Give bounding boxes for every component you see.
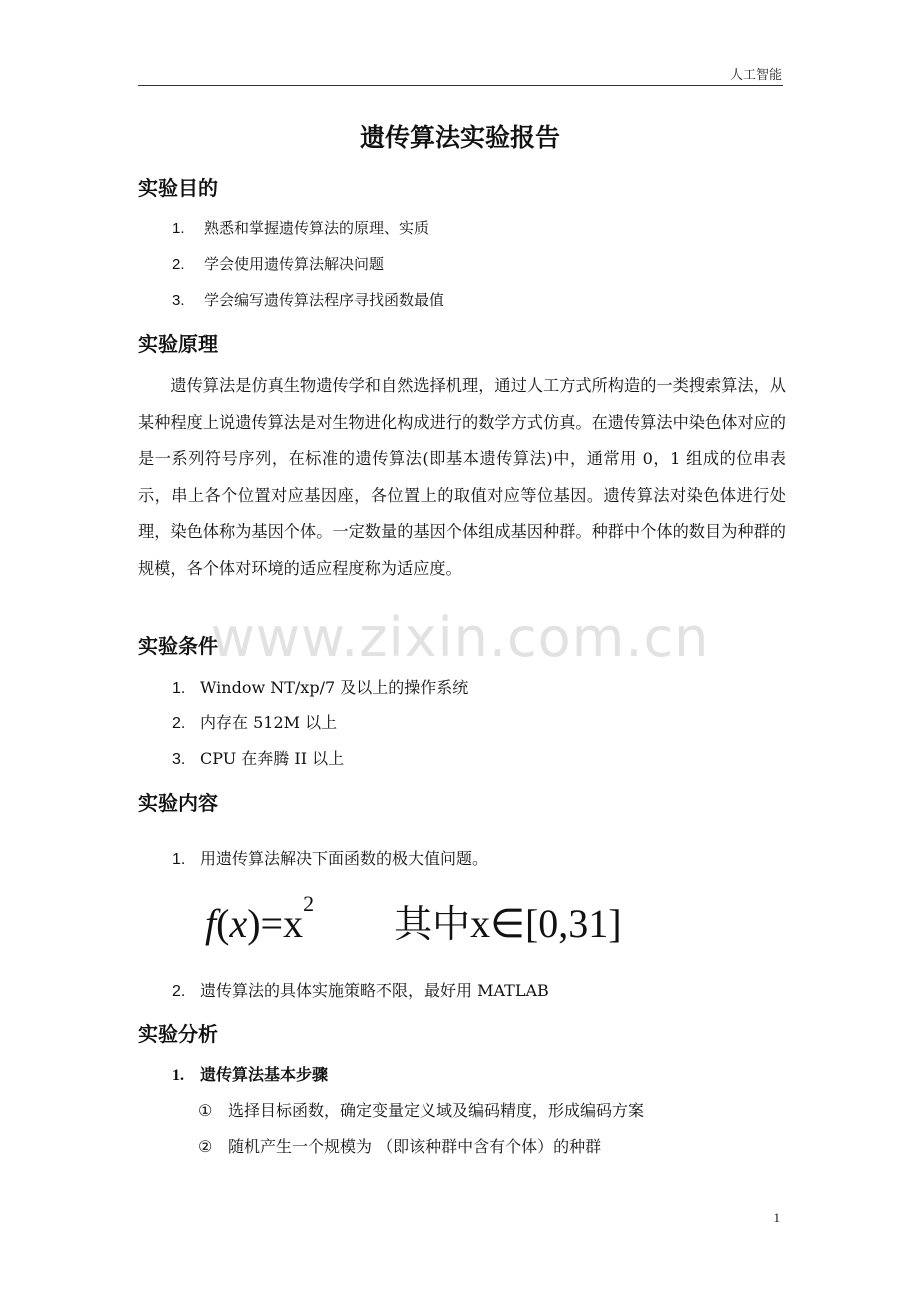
- list-text: 熟悉和掌握遗传算法的原理、实质: [204, 219, 430, 237]
- subheading-text: 遗传算法基本步骤: [200, 1065, 329, 1084]
- running-header: 人工智能: [729, 68, 782, 83]
- document-title: 遗传算法实验报告: [359, 123, 560, 152]
- formula: [205, 893, 622, 948]
- list-text: 学会使用遗传算法解决问题: [204, 255, 385, 273]
- list-text: 学会编写遗传算法程序寻找函数最值: [204, 291, 445, 309]
- formula-exponent: 2: [303, 891, 315, 916]
- list-item: [172, 218, 429, 239]
- list-item: [172, 846, 488, 869]
- list-text: 遗传算法的具体实施策略不限，最好用 MATLAB: [200, 981, 549, 1000]
- step-text: 随机产生一个规模为 （即该种群中含有个体）的种群: [228, 1137, 602, 1156]
- formula-where: 其中: [394, 902, 471, 946]
- list-text: Window NT/xp/7 及以上的操作系统: [200, 678, 469, 697]
- step-number: ②: [198, 1137, 213, 1156]
- list-number: 2.: [172, 983, 186, 1000]
- formula-function: f: [205, 901, 217, 946]
- section-heading-conditions: 实验条件: [138, 634, 218, 658]
- step-item: [198, 1098, 644, 1121]
- step-number: ①: [198, 1101, 213, 1120]
- list-text: 内存在 512M 以上: [200, 713, 338, 732]
- step-item: [198, 1134, 601, 1157]
- page-number: 1: [773, 1210, 780, 1225]
- list-item: [172, 254, 384, 275]
- list-item: [172, 290, 444, 311]
- list-number: 1.: [172, 851, 186, 868]
- list-item: [172, 710, 337, 733]
- formula-domain: x∈[0,31]: [470, 901, 622, 946]
- section-heading-purpose: 实验目的: [138, 176, 218, 200]
- principle-paragraph: 遗传算法是仿真生物遗传学和自然选择机理，通过人工方式所构造的一类搜索算法，从某种程度上说遗传算法是对生物进化构成进行的数学方式仿真。在遗传算法中染色体对应的是一系列符号序列，在标准的遗传算法(即基本遗传算法)中，通常用 0，1 组成的位串表示，串上各个位置对应基因座，各位置上的取值对应等位基因。遗传算法对染色体进行处理，染色体称为基因个体。一定数量的基因个体组成基因种群。种群中个体的数目为种群的规模，各个体对环境的适应程度称为适应度。: [138, 376, 786, 578]
- section-heading-analysis: 实验分析: [138, 1022, 218, 1046]
- list-number: 3.: [172, 292, 185, 309]
- list-item: [172, 675, 468, 698]
- list-item: [172, 746, 344, 769]
- section-heading-principle: 实验原理: [138, 332, 218, 356]
- section-heading-content: 实验内容: [138, 791, 218, 815]
- list-number: 1.: [172, 220, 185, 237]
- watermark: www.zixin.com.cn: [210, 606, 710, 669]
- formula-equals: =: [260, 901, 284, 946]
- list-number: 3.: [172, 751, 186, 768]
- list-item: [172, 978, 549, 1001]
- formula-lparen: (: [216, 901, 230, 946]
- header-rule: [138, 85, 783, 86]
- subheading: [172, 1062, 328, 1085]
- list-number: 2.: [172, 256, 185, 273]
- list-number: 1.: [172, 1067, 184, 1084]
- list-number: 1.: [172, 680, 186, 697]
- formula-base: x: [283, 901, 304, 946]
- formula-rparen: ): [247, 901, 261, 946]
- list-text: 用遗传算法解决下面函数的极大值问题。: [200, 849, 489, 868]
- list-text: CPU 在奔腾 II 以上: [200, 749, 345, 768]
- formula-variable: x: [229, 901, 248, 946]
- list-number: 2.: [172, 715, 186, 732]
- step-text: 选择目标函数，确定变量定义域及编码精度，形成编码方案: [228, 1101, 645, 1120]
